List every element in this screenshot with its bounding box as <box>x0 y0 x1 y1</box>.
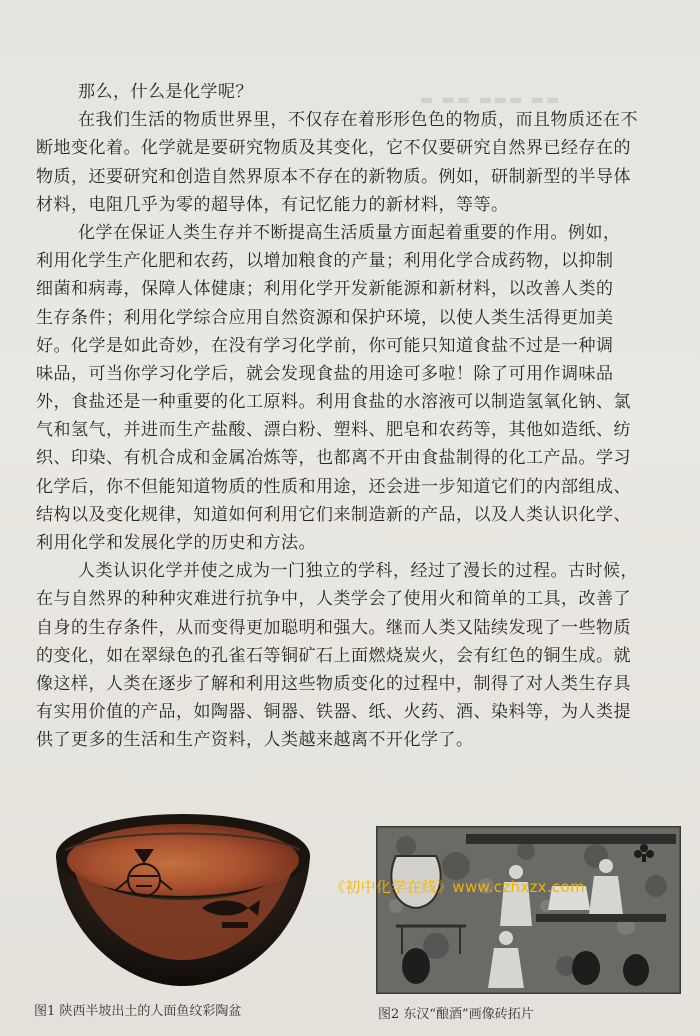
text-line: 结构以及变化规律，知道如何利用它们来制造新的产品，以及人类认识化学、 <box>36 504 631 525</box>
text-line: 织、印染、有机合成和金属冶炼等，也都离不开由食盐制得的化工产品。学习 <box>36 448 631 469</box>
text-line: 人类认识化学并使之成为一门独立的学科，经过了漫长的过程。古时候， <box>78 561 638 582</box>
text-line: 好。化学是如此奇妙，在没有学习化学前，你可能只知道食盐不过是一种调 <box>36 335 614 356</box>
text-line: 化学在保证人类生存并不断提高生活质量方面起着重要的作用。例如， <box>78 222 621 243</box>
bleed-through-text: ▬ ▬▬ ▬▬▬ ▬▬ <box>420 92 562 108</box>
text-line: 材料，电阻几乎为零的超导体，有记忆能力的新材料，等等。 <box>36 194 509 215</box>
text-line: 断地变化着。化学就是要研究物质及其变化，它不仅要研究自然界已经存在的 <box>36 138 631 159</box>
text-line: 供了更多的生活和生产资料，人类越来越离不开化学了。 <box>36 730 474 751</box>
body-text <box>36 78 688 755</box>
pottery-bowl-image <box>52 810 314 990</box>
figure-caption: 图1 陕西半坡出土的人面鱼纹彩陶盆 <box>34 1004 242 1019</box>
text-line: 那么，什么是化学呢？ <box>78 82 253 102</box>
text-line: 的变化，如在翠绿色的孔雀石等铜矿石上面燃烧炭火，会有红色的铜生成。就 <box>36 645 631 666</box>
watermark-text: 《初中化学在线》www.czhxzx.com <box>330 878 585 896</box>
text-line: 在与自然界的种种灾难进行抗争中，人类学会了使用火和简单的工具，改善了 <box>36 589 631 610</box>
text-line: 利用化学和发展化学的历史和方法。 <box>36 533 316 553</box>
text-line: 物质，还要研究和创造自然界原本不存在的新物质。例如，研制新型的半导体 <box>36 166 631 187</box>
brick-rubbing-image <box>376 826 681 994</box>
text-line: 在我们生活的物质世界里，不仅存在着形形色色的物质，而且物质还在不 <box>78 110 638 131</box>
text-line: 利用化学生产化肥和农药，以增加粮食的产量；利用化学合成药物，以抑制 <box>36 251 614 272</box>
text-line: 外，食盐还是一种重要的化工原料。利用食盐的水溶液可以制造氢氧化钠、氯 <box>36 392 631 413</box>
text-line: 细菌和病毒，保障人体健康；利用化学开发新能源和新材料，以改善人类的 <box>36 279 614 300</box>
figure-caption: 图2 东汉“酿酒”画像砖拓片 <box>378 1007 534 1022</box>
text-line: 自身的生存条件，从而变得更加聪明和强大。继而人类又陆续发现了一些物质 <box>36 617 631 638</box>
text-line: 生存条件；利用化学综合应用自然资源和保护环境，以使人类生活得更加美 <box>36 307 614 328</box>
text-line: 像这样，人类在逐步了解和利用这些物质变化的过程中，制得了对人类生存具 <box>36 673 631 694</box>
text-line: 有实用价值的产品，如陶器、铜器、铁器、纸、火药、酒、染料等，为人类提 <box>36 702 631 723</box>
text-line: 化学后，你不但能知道物质的性质和用途，还会进一步知道它们的内部组成、 <box>36 476 631 497</box>
text-line: 味品，可当你学习化学后，就会发现食盐的用途可多啦！除了可用作调味品 <box>36 363 614 384</box>
text-line: 气和氢气，并进而生产盐酸、漂白粉、塑料、肥皂和农药等，其他如造纸、纺 <box>36 420 631 441</box>
